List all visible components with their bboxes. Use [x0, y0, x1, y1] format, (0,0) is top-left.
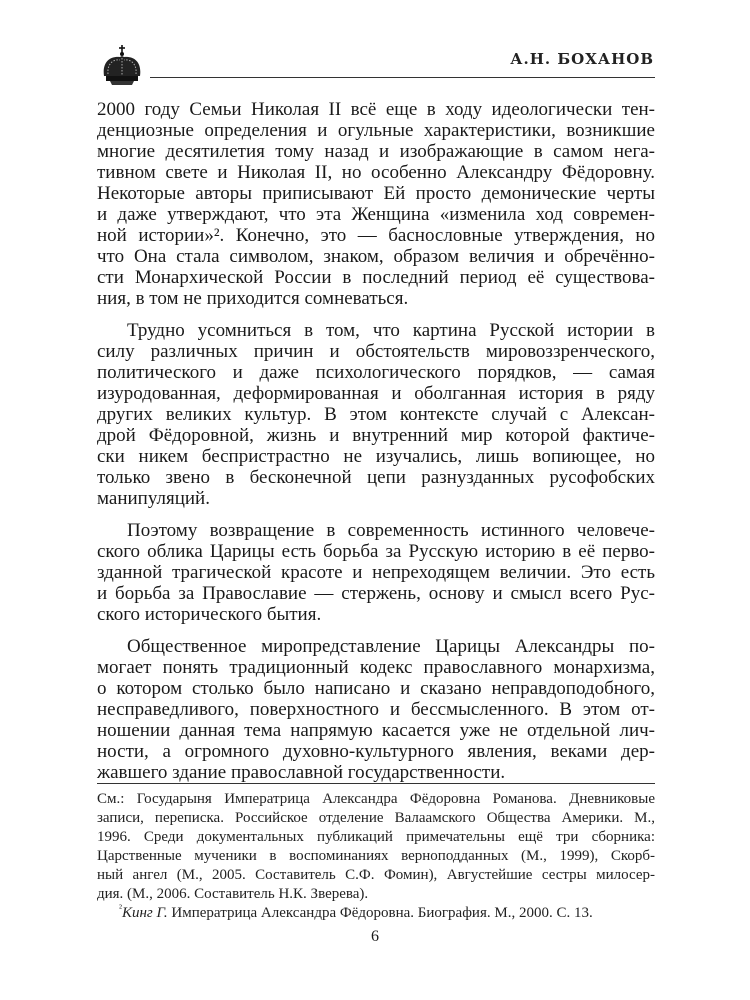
text-line: манипуляций.: [97, 488, 210, 509]
footnote-1: [97, 790, 655, 904]
footnote-line: записи, переписка. Российское отделение Валаамского Общества Америки. М.,: [97, 810, 655, 826]
footnote-line: ный ангел (М., 2005. Составитель С.Ф. Фомин), Августейшие сестры милосер-: [97, 867, 655, 883]
paragraph: [97, 636, 655, 783]
page-number: 6: [371, 928, 379, 945]
text-line: Некоторые авторы приписывают Ей просто демонические черты: [97, 183, 655, 204]
footnote-rule: [97, 783, 655, 784]
footnote-line: 1996. Среди документальных публикаций примечательны ещё три сборника:: [97, 829, 655, 845]
text-line: и борьба за Православие — стержень, основу и смысл всего Рус-: [97, 583, 655, 604]
text-line: ски никем беспристрастно не изучались, лишь вопиющее, но: [97, 446, 655, 467]
text-line: и даже утверждают, что эта Женщина «изменила ход современ-: [97, 204, 655, 225]
text-line: ния, в том не приходится сомневаться.: [97, 288, 409, 309]
text-line: Общественное миропредставление Царицы Александры по-: [127, 636, 655, 657]
text-line: ского облика Царицы есть борьба за Русскую историю в её перво-: [97, 541, 655, 562]
text-line: изуродованная, деформированная и оболганная история в ряду: [97, 383, 655, 404]
text-line: Трудно усомниться в том, что картина Русской истории в: [127, 320, 655, 341]
footnote-text: Императрица Александра Фёдоровна. Биография. М., 2000. С. 13.: [167, 905, 593, 921]
text-line: только звено в бесконечной цепи разнузданных русофобских: [97, 467, 655, 488]
footnote-line: См.: Государыня Императрица Александра Фёдоровна Романова. Дневниковые: [97, 791, 655, 807]
text-line: Поэтому возвращение в современность истинного человече-: [127, 520, 655, 541]
text-line: зданной трагической красоте и непреходящем величии. Это есть: [97, 562, 655, 583]
footnote-mark: ²: [119, 903, 122, 914]
text-line: политического и даже психологического порядков, — самая: [97, 362, 655, 383]
imperial-crown-icon: [100, 44, 144, 88]
footnote-line: Царственные мученики в воспоминаниях верноподданных (М., 1999), Скорб-: [97, 848, 655, 864]
footnote-line: дия. (М., 2006. Составитель Н.К. Зверева).: [97, 886, 369, 902]
text-line: жавшего здание православной государственности.: [97, 762, 506, 783]
header-rule: [150, 77, 655, 78]
text-line: ношении данная тема напрямую касается уже не отдельной лич-: [97, 720, 655, 741]
text-line: тивном свете и Николая II, но особенно Александру Фёдоровну.: [97, 162, 655, 183]
text-line: денциозные определения и огульные характеристики, возникшие: [97, 120, 655, 141]
running-header-author: А.Н. БОХАНОВ: [510, 50, 654, 68]
footnote-author: Кинг Г.: [122, 905, 168, 921]
text-line: ной истории»². Конечно, это — баснословные утверждения, но: [97, 225, 655, 246]
text-line: несправедливого, поверхностного и бессмысленного. В этом от-: [97, 699, 655, 720]
text-line: что Она стала символом, знаком, образом величия и обречённо-: [97, 246, 655, 267]
paragraph: [97, 320, 655, 509]
footnotes: [97, 790, 655, 923]
text-line: сти Монархической России в последний период её существова-: [97, 267, 655, 288]
paragraph: [97, 99, 655, 309]
text-line: дрой Фёдоровной, жизнь и внутренний мир которой фактиче-: [97, 425, 655, 446]
text-line: могает понять традиционный кодекс православного монархизма,: [97, 657, 655, 678]
paragraph: [97, 520, 655, 625]
text-line: 2000 году Семьи Николая II всё еще в ходу идеологически тен-: [97, 99, 655, 120]
text-line: о котором столько было написано и сказано неправдоподобного,: [97, 678, 655, 699]
text-line: силу различных причин и обстоятельств мировоззренческого,: [97, 341, 655, 362]
text-line: ского исторического бытия.: [97, 604, 322, 625]
text-line: ности, а огромного духовно-культурного явления, веками дер-: [97, 741, 655, 762]
text-line: многие десятилетия тому назад и изображающие в самом нега-: [97, 141, 655, 162]
text-line: других великих культур. В этом контексте случай с Алексан-: [97, 404, 655, 425]
footnote-2: [97, 904, 655, 923]
main-text: [97, 99, 655, 794]
